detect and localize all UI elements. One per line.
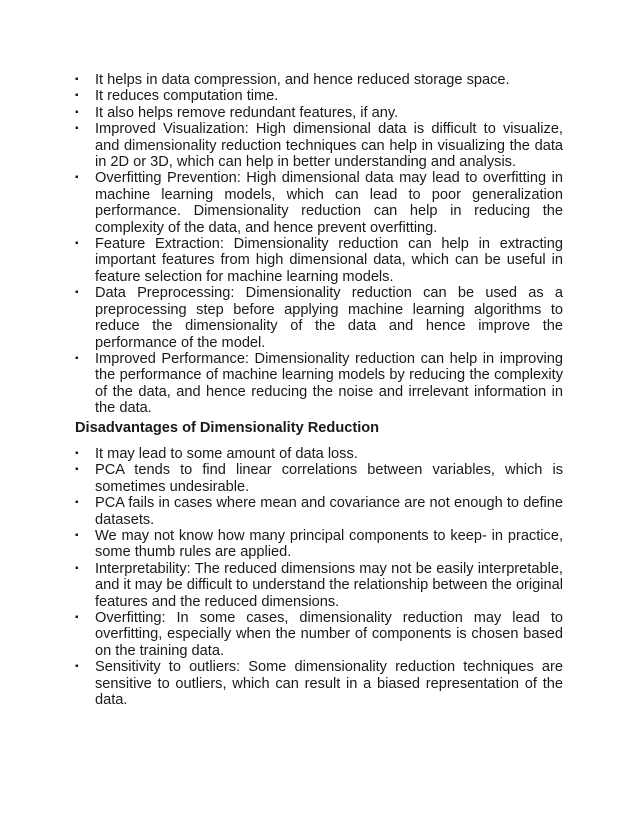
list-item-text: Feature Extraction: Dimensionality reduction can help in extracting important features from high dimensional data, which can be useful in feature selection for machine learning models. bbox=[95, 236, 563, 285]
list-item bbox=[75, 170, 563, 236]
list-item-text: Overfitting: In some cases, dimensionality reduction may lead to overfitting, especially when the number of components is chosen based on the training data. bbox=[95, 610, 563, 659]
list-item bbox=[75, 121, 563, 170]
list-item bbox=[75, 236, 563, 285]
bullet-icon: ▪ bbox=[75, 90, 79, 102]
list-item bbox=[75, 105, 563, 121]
bullet-icon: ▪ bbox=[75, 661, 79, 673]
bullet-icon: ▪ bbox=[75, 562, 79, 574]
disadvantages-list bbox=[75, 446, 563, 709]
list-item-text: Improved Performance: Dimensionality reduction can help in improving the performance of machine learning models by reducing the complexity of the data, and hence reducing the noise and irrelevant information in the data. bbox=[95, 350, 563, 417]
advantages-list bbox=[75, 72, 563, 417]
bullet-icon: ▪ bbox=[75, 352, 79, 364]
document-content bbox=[75, 72, 563, 708]
bullet-icon: ▪ bbox=[75, 464, 79, 476]
list-item-text: Interpretability: The reduced dimensions may not be easily interpretable, and it may be difficult to understand the relationship between the original features and the reduced dimensions. bbox=[95, 560, 563, 610]
list-item-text: It helps in data compression, and hence reduced storage space. bbox=[95, 72, 510, 88]
bullet-icon: ▪ bbox=[75, 529, 79, 541]
list-item bbox=[75, 610, 563, 659]
list-item-text: We may not know how many principal components to keep- in practice, some thumb rules are applied. bbox=[95, 527, 563, 561]
bullet-icon: ▪ bbox=[75, 447, 79, 459]
list-item bbox=[75, 446, 563, 462]
list-item-text: It may lead to some amount of data loss. bbox=[95, 445, 358, 462]
bullet-icon: ▪ bbox=[75, 106, 79, 118]
list-item-text: Overfitting Prevention: High dimensional data may lead to overfitting in machine learning models, which can lead to poor generalization performance. Dimensionality reduction can help in reducing the complexity of the data, and hence prevent overfitting. bbox=[95, 170, 563, 236]
list-item-text: It also helps remove redundant features, if any. bbox=[95, 104, 399, 121]
list-item bbox=[75, 351, 563, 417]
list-item bbox=[75, 495, 563, 528]
list-item-text: Improved Visualization: High dimensional data is difficult to visualize, and dimensionality reduction techniques can help in visualizing the data in 2D or 3D, which can help in better understanding and analysis. bbox=[95, 121, 563, 171]
list-item bbox=[75, 561, 563, 610]
list-item-text: It reduces computation time. bbox=[95, 88, 279, 105]
list-item-text: Sensitivity to outliers: Some dimensionality reduction techniques are sensitive to outliers, which can result in a biased representation of the data. bbox=[95, 659, 563, 709]
list-item bbox=[75, 528, 563, 561]
list-item-text: Data Preprocessing: Dimensionality reduction can be used as a preprocessing step before applying machine learning algorithms to reduce the dimensionality of the data and hence improve the performance of the model. bbox=[95, 285, 563, 351]
section-heading: Disadvantages of Dimensionality Reduction bbox=[75, 419, 380, 436]
list-item-text: PCA tends to find linear correlations between variables, which is sometimes undesirable. bbox=[95, 462, 563, 495]
bullet-icon: ▪ bbox=[75, 497, 79, 509]
list-item-text: PCA fails in cases where mean and covariance are not enough to define datasets. bbox=[95, 495, 563, 528]
list-item bbox=[75, 462, 563, 495]
list-item bbox=[75, 285, 563, 351]
bullet-icon: ▪ bbox=[75, 172, 79, 184]
bullet-icon: ▪ bbox=[75, 287, 79, 299]
list-item bbox=[75, 88, 563, 104]
bullet-icon: ▪ bbox=[75, 238, 79, 250]
bullet-icon: ▪ bbox=[75, 612, 79, 623]
bullet-icon: ▪ bbox=[75, 123, 79, 135]
list-item bbox=[75, 72, 563, 88]
list-item bbox=[75, 659, 563, 708]
bullet-icon: ▪ bbox=[75, 74, 79, 85]
